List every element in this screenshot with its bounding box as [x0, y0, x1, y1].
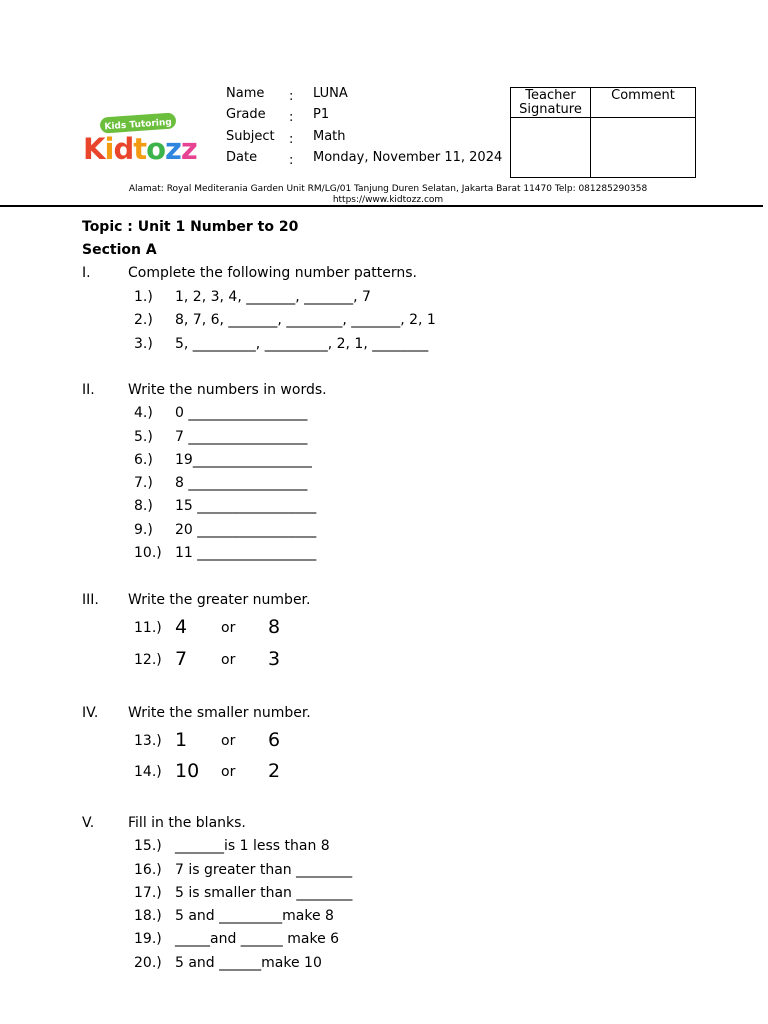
address-block: [0, 184, 768, 206]
question-text: 5 is smaller than ________: [175, 885, 353, 901]
or-label: or: [221, 652, 236, 668]
part-3-instruction: Write the greater number.: [128, 592, 311, 608]
question-number: 10.): [134, 545, 162, 561]
question-text: _______is 1 less than 8: [175, 838, 330, 854]
name-colon: :: [289, 89, 294, 104]
teacher-signature-cell[interactable]: [511, 118, 591, 178]
part-4-instruction: Write the smaller number.: [128, 705, 311, 721]
topic-title: Topic : Unit 1 Number to 20: [82, 219, 299, 235]
question-text: 19_________________: [175, 452, 312, 468]
teacher-signature-header: [511, 88, 591, 118]
subject-value: Math: [313, 129, 346, 144]
question-number: 5.): [134, 429, 153, 445]
question-number: 8.): [134, 498, 153, 514]
logo-tagline: Kids Tutoring: [104, 117, 173, 133]
question-number: 19.): [134, 931, 162, 947]
teacher-signature-line1: Teacher: [525, 88, 576, 103]
option-a: 10: [175, 760, 200, 782]
question-text: 8, 7, 6, _______, ________, _______, 2, 1: [175, 312, 436, 328]
question-number: 4.): [134, 405, 153, 421]
part-1-instruction: Complete the following number patterns.: [128, 265, 418, 281]
name-label: Name: [226, 86, 265, 101]
question-text: 0 _________________: [175, 405, 308, 421]
part-1-numeral: I.: [82, 265, 91, 281]
question-text: 7 _________________: [175, 429, 308, 445]
date-label: Date: [226, 150, 258, 165]
subject-colon: :: [289, 132, 294, 147]
question-number: 7.): [134, 475, 153, 491]
website-line: https://www.kidtozz.com: [332, 195, 444, 205]
question-text: _____and ______ make 6: [175, 931, 340, 947]
part-3-numeral: III.: [82, 592, 99, 608]
question-number: 6.): [134, 452, 153, 468]
question-number: 9.): [134, 522, 153, 538]
part-5-instruction: Fill in the blanks.: [128, 815, 246, 831]
option-a: 7: [175, 648, 188, 670]
question-number: 2.): [134, 312, 153, 328]
or-label: or: [221, 620, 236, 636]
question-number: 20.): [134, 955, 162, 971]
kidtozz-logo-graphic: [82, 113, 197, 163]
question-number: 1.): [134, 289, 153, 305]
grade-value: P1: [313, 107, 330, 122]
address-line: Alamat: Royal Mediterania Garden Unit RM/LG/01 Tanjung Duren Selatan, Jakarta Barat 11470 Telp: 081285290358: [128, 184, 648, 194]
grade-label: Grade: [226, 107, 266, 122]
kidtozz-logo: [82, 113, 197, 163]
question-number: 16.): [134, 862, 162, 878]
question-text: 8 _________________: [175, 475, 308, 491]
header-divider: [0, 205, 763, 207]
question-text: 5 and _________make 8: [175, 908, 334, 924]
question-text: 15 _________________: [175, 498, 317, 514]
option-b: 2: [268, 760, 281, 782]
part-5-numeral: V.: [82, 815, 95, 831]
or-label: or: [221, 764, 236, 780]
comment-header: Comment: [591, 88, 696, 118]
question-number: 15.): [134, 838, 162, 854]
question-number: 14.): [134, 764, 162, 780]
option-b: 6: [268, 729, 281, 751]
question-number: 11.): [134, 620, 162, 636]
question-text: 1, 2, 3, 4, _______, _______, 7: [175, 289, 371, 305]
option-a: 1: [175, 729, 188, 751]
question-number: 13.): [134, 733, 162, 749]
teacher-signature-line2: Signature: [519, 102, 582, 117]
date-value: Monday, November 11, 2024: [313, 150, 503, 165]
grade-colon: :: [289, 110, 294, 125]
name-value: LUNA: [313, 86, 348, 101]
question-number: 3.): [134, 336, 153, 352]
question-number: 17.): [134, 885, 162, 901]
section-title: Section A: [82, 242, 157, 258]
question-number: 18.): [134, 908, 162, 924]
part-2-instruction: Write the numbers in words.: [128, 382, 327, 398]
option-a: 4: [175, 616, 188, 638]
question-text: 5, _________, _________, 2, 1, ________: [175, 336, 429, 352]
date-colon: :: [289, 153, 294, 168]
signature-table: [510, 87, 696, 178]
option-b: 8: [268, 616, 281, 638]
question-text: 11 _________________: [175, 545, 317, 561]
comment-cell[interactable]: [591, 118, 696, 178]
or-label: or: [221, 733, 236, 749]
logo-brand: Kidtozz: [83, 132, 197, 163]
question-text: 7 is greater than ________: [175, 862, 353, 878]
part-2-numeral: II.: [82, 382, 95, 398]
subject-label: Subject: [226, 129, 275, 144]
question-text: 20 _________________: [175, 522, 317, 538]
question-text: 5 and ______make 10: [175, 955, 322, 971]
option-b: 3: [268, 648, 281, 670]
question-number: 12.): [134, 652, 162, 668]
part-4-numeral: IV.: [82, 705, 99, 721]
